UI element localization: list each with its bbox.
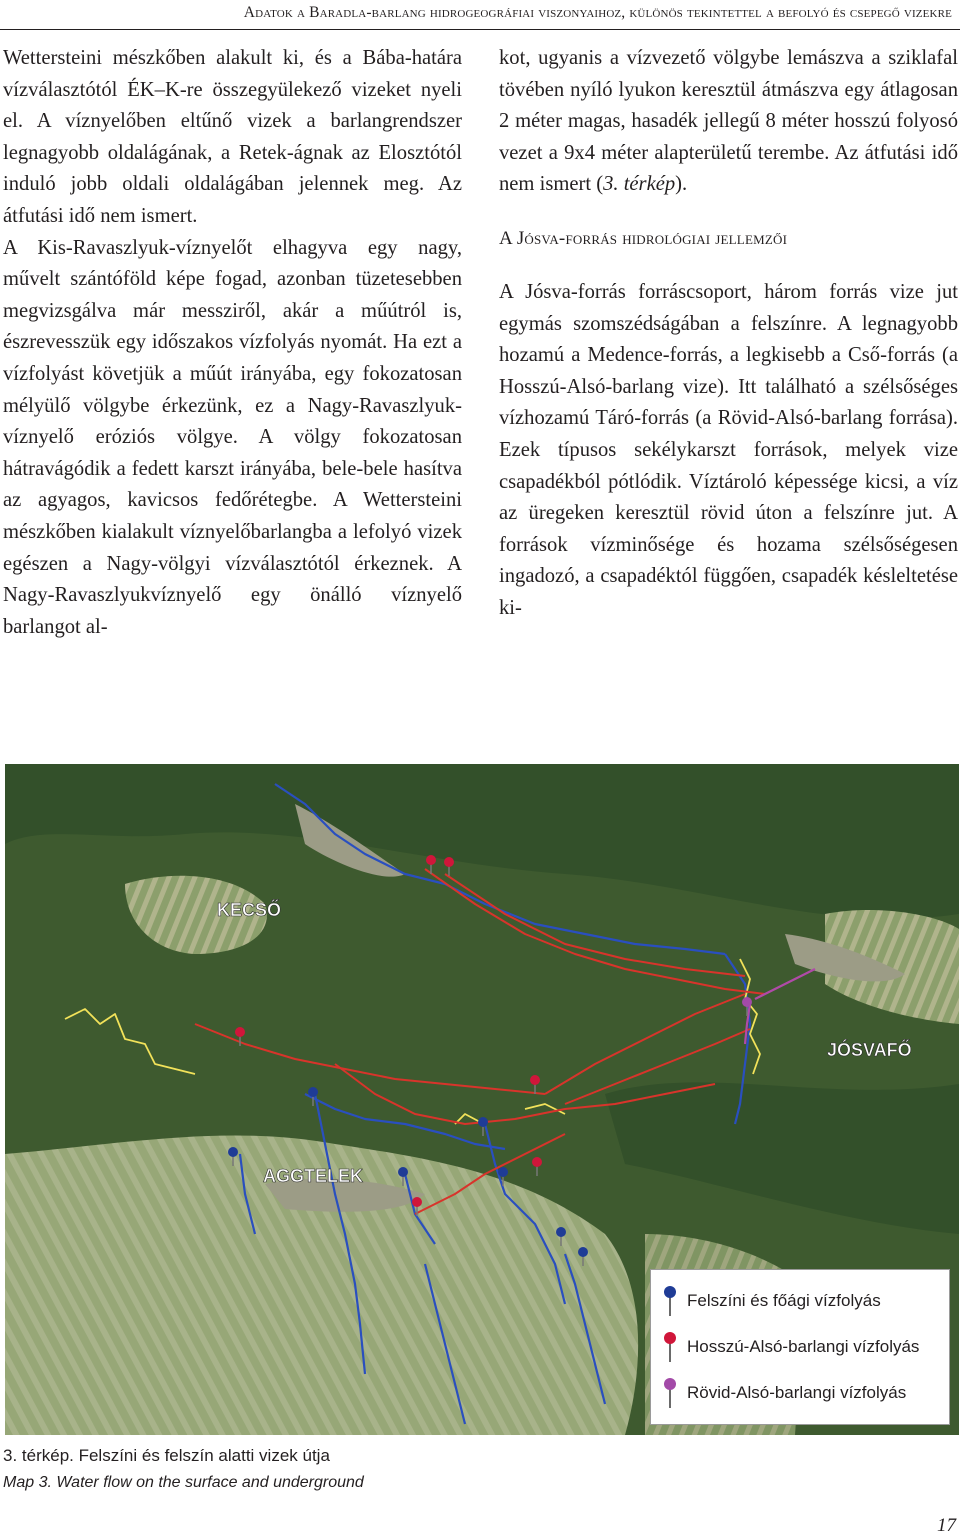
- left-paragraph-1: Wettersteini mészkőben alakult ki, és a Bába-határa vízválasztótól ÉK–K-re összegyülekező vizeket nyeli el. A víznyelőben eltűnő vizek a barlangrendszer legnagyobb oldalágának, a Retek-ágnak az Elosztótól induló jobb oldali oldalágában jelennek meg. Az átfutási idő nem ismert.: [3, 47, 462, 227]
- legend-item-rovid: [663, 1378, 906, 1408]
- legend-label-surface: Felszíni és főági vízfolyás: [687, 1291, 881, 1310]
- place-label-kecso: KECSŐ: [217, 900, 282, 920]
- right-paragraph-2: A Jósva-forrás forráscsoport, három forrás vize jut egymás szomszédságában a felszínre. A legnagyobb hozamú a Medence-forrás, a legkisebb a Cső-forrás (a Hosszú-Alsó-barlang vize). Itt található a szélsőséges vízhozamú Táró-forrás (a Rövid-Alsó-barlang forrása). Ezek típusos sekélykarszt források, melyek vize csapadékból pótlódik. Víztároló képessége kicsi, a víz az üregeken keresztül rövid úton a felszínre jut. A források vízminősége és hozama szélsőségesen ingadozó, a csapadéktól függően, csapadék késleltetése ki-: [499, 280, 958, 619]
- map-caption-hungarian: 3. térkép. Felszíni és felszín alatti vizek útja: [3, 1446, 330, 1465]
- map-caption-english: Map 3. Water flow on the surface and underground: [3, 1474, 364, 1491]
- legend-item-hosszu: [663, 1332, 919, 1362]
- running-head: Adatok a Baradla-barlang hidrogeográfiai viszonyaihoz, különös tekintettel a befolyó és csepegő vizekre: [243, 4, 952, 21]
- legend-item-surface: [663, 1286, 881, 1316]
- page-number: 17: [937, 1515, 956, 1536]
- header-rule: [0, 29, 960, 30]
- red-pin-icon: [663, 1332, 677, 1362]
- place-label-josvafo: JÓSVAFŐ: [827, 1040, 912, 1060]
- right-paragraph-1-end: ).: [675, 173, 688, 196]
- map-reference: 3. térkép: [603, 173, 676, 196]
- right-column: [499, 43, 958, 625]
- legend-label-rovid: Rövid-Alsó-barlangi vízfolyás: [687, 1383, 907, 1402]
- left-column: [3, 43, 462, 643]
- place-label-aggtelek: AGGTELEK: [263, 1166, 364, 1186]
- left-paragraph-2: A Kis-Ravaszlyuk-víznyelőt elhagyva egy nagy, művelt szántóföld képe fogad, azonban tüzetesebben megvizsgálva már messziről, akár a műútról is, észrevesszük egy időszakos vízfolyás nyomát. Ha ezt a vízfolyást követjük a műút irányába, egy fokozatosan mélyülő völgybe érkezünk, ez a Nagy-Ravaszlyuk-víznyelő eróziós völgye. A völgy fokozatosan hátravágódik a fedett karszt irányába, bele-bele hasítva az agyagos, kavicsos fedőrétegbe. A Wettersteini mészkőben kialakult víznyelőbarlangba a lefolyó vizek egészen a Nagy-völgyi vízválasztótól érkeznek. A Nagy-Ravaszlyukvíznyelő egy önálló víznyelő barlangot al-: [3, 236, 462, 638]
- navy-pin-icon: [663, 1286, 677, 1316]
- right-paragraph-1-text: kot, ugyanis a vízvezető völgybe lemászva a sziklafal tövében nyíló lyukon keresztül átmászva egy átlagosan 2 méter magas, hasadék jellegű 8 méter hosszú folyosó vezet a 9x4 méter alapterületű terembe. Az átfutási idő nem ismert (: [499, 47, 958, 196]
- violet-pin-icon: [663, 1378, 677, 1408]
- map-legend: [650, 1269, 950, 1425]
- section-heading: A Jósva-forrás hidrológiai jellemzői: [499, 227, 788, 249]
- right-paragraph-1: [499, 43, 958, 201]
- legend-label-hosszu: Hosszú-Alsó-barlangi vízfolyás: [687, 1337, 920, 1356]
